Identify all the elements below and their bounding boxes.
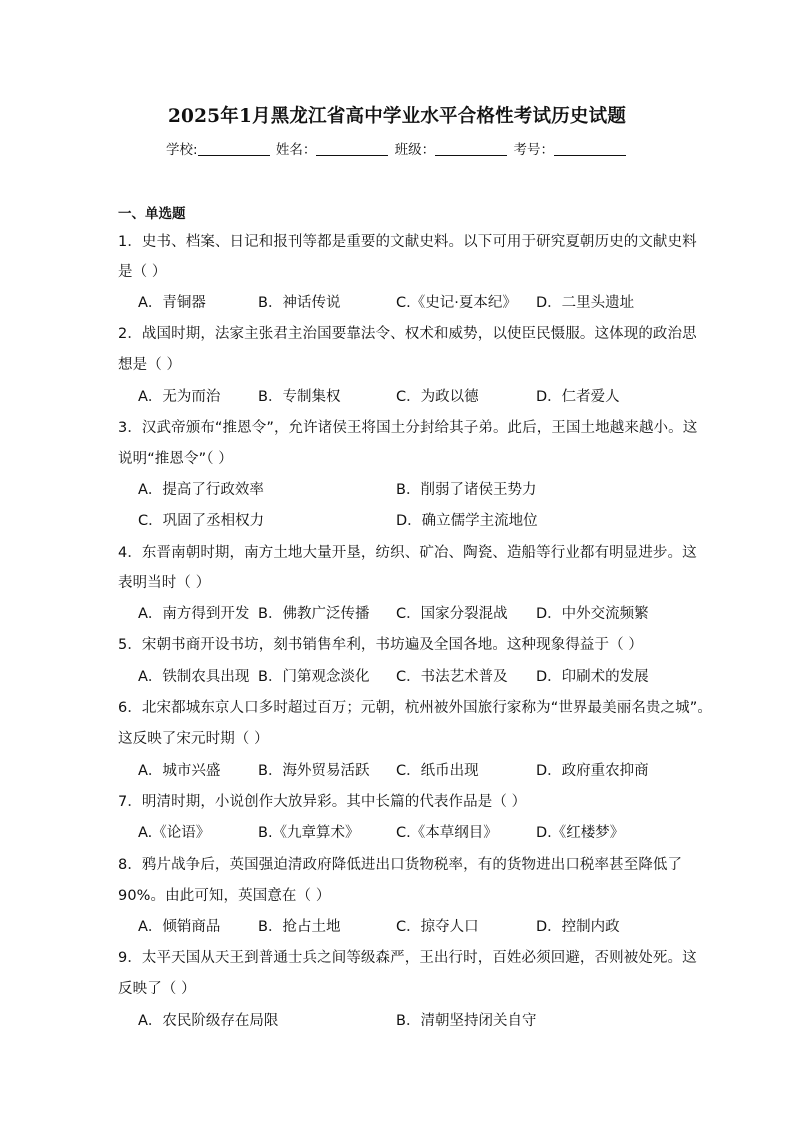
- question-9-option-b: B．清朝坚持闭关自守: [396, 1013, 537, 1029]
- question-4-option-a: A．南方得到开发: [138, 606, 250, 622]
- question-1-line-1: 1．史书、档案、日记和报刊等都是重要的文献史料。以下可用于研究夏朝历史的文献史料: [118, 234, 697, 250]
- question-4-option-c: C．国家分裂混战: [396, 606, 508, 622]
- question-9-line-2: 反映了（ ）: [118, 981, 196, 997]
- question-1-option-d: D．二里头遗址: [536, 295, 635, 311]
- question-2-line-2: 想是（ ）: [118, 357, 182, 373]
- question-3-line-2: 说明“推恩令”（ ）: [118, 451, 233, 467]
- question-3-line-1: 3．汉武帝颁布“推恩令”，允许诸侯王将国土分封给其子弟。此后，王国土地越来越小。这: [118, 420, 698, 436]
- name-label: 姓名：: [275, 142, 317, 158]
- exam-number-label: 考号：: [513, 142, 554, 158]
- question-3-option-c: C．巩固了丞相权力: [138, 513, 265, 529]
- question-3-option-d: D．确立儒学主流地位: [396, 513, 538, 529]
- exam-title: 2025年1月黑龙江省高中学业水平合格性考试历史试题: [167, 106, 627, 127]
- question-5-line-1: 5．宋朝书商开设书坊，刻书销售牟利，书坊遍及全国各地。这种现象得益于（ ）: [118, 637, 644, 653]
- question-8-option-a: A．倾销商品: [138, 919, 221, 935]
- question-6-option-b: B．海外贸易活跃: [258, 763, 370, 779]
- question-6-option-a: A．城市兴盛: [138, 763, 221, 779]
- question-7-option-a: A.《论语》: [138, 825, 211, 841]
- question-8-line-2: 90%。由此可知，英国意在（ ）: [118, 888, 331, 904]
- question-1-option-b: B．神话传说: [258, 295, 341, 311]
- class-blank: [435, 141, 507, 156]
- question-6-option-c: C．纸币出现: [396, 763, 479, 779]
- question-7-option-c: C.《本草纲目》: [396, 825, 498, 841]
- question-4-line-1: 4．东晋南朝时期，南方土地大量开垦，纺织、矿冶、陶瓷、造船等行业都有明显进步。这: [118, 545, 697, 561]
- question-8-line-1: 8．鸦片战争后，英国强迫清政府降低进出口货物税率，有的货物进出口税率甚至降低了: [118, 857, 683, 873]
- question-2-option-c: C．为政以德: [396, 389, 479, 405]
- section-title: 一、单选题: [118, 206, 186, 222]
- question-6-option-d: D．政府重农抑商: [536, 763, 649, 779]
- question-5-option-a: A．铁制农具出现: [138, 669, 250, 685]
- student-info-row: [0, 138, 794, 158]
- question-2-line-1: 2．战国时期，法家主张君主治国要靠法令、权术和威势，以使臣民慑服。这体现的政治思: [118, 326, 697, 342]
- class-label: 班级：: [394, 142, 436, 158]
- question-5-option-c: C．书法艺术普及: [396, 669, 508, 685]
- question-4-option-b: B．佛教广泛传播: [258, 606, 370, 622]
- question-8-option-c: C．掠夺人口: [396, 919, 479, 935]
- question-1-option-c: C.《史记·夏本纪》: [396, 295, 517, 311]
- question-2-option-d: D．仁者爱人: [536, 389, 620, 405]
- question-7-line-1: 7．明清时期，小说创作大放异彩。其中长篇的代表作品是（ ）: [118, 794, 527, 810]
- question-3-option-a: A．提高了行政效率: [138, 482, 264, 498]
- question-3-option-b: B．削弱了诸侯王势力: [396, 482, 537, 498]
- question-6-line-2: 这反映了宋元时期（ ）: [118, 731, 269, 747]
- question-9-line-1: 9．太平天国从天王到普通士兵之间等级森严，王出行时，百姓必须回避，否则被处死。这: [118, 950, 697, 966]
- name-blank: [316, 141, 388, 156]
- question-7-option-b: B.《九章算术》: [258, 825, 360, 841]
- question-2-option-b: B．专制集权: [258, 389, 341, 405]
- question-1-option-a: A．青铜器: [138, 295, 206, 311]
- school-blank: [198, 141, 270, 156]
- question-5-option-d: D．印刷术的发展: [536, 669, 649, 685]
- question-1-line-2: 是（ ）: [118, 264, 167, 280]
- question-7-option-d: D.《红楼梦》: [536, 825, 625, 841]
- question-9-option-a: A．农民阶级存在局限: [138, 1013, 279, 1029]
- question-5-option-b: B．门第观念淡化: [258, 669, 370, 685]
- exam-number-blank: [554, 141, 626, 156]
- question-4-line-2: 表明当时（ ）: [118, 575, 211, 591]
- question-6-line-1: 6．北宋都城东京人口多时超过百万；元朝，杭州被外国旅行家称为“世界最美丽名贵之城”。: [118, 700, 712, 716]
- question-8-option-d: D．控制内政: [536, 919, 620, 935]
- question-8-option-b: B．抢占土地: [258, 919, 341, 935]
- question-4-option-d: D．中外交流频繁: [536, 606, 649, 622]
- question-2-option-a: A．无为而治: [138, 389, 221, 405]
- school-label: 学校:: [166, 142, 198, 158]
